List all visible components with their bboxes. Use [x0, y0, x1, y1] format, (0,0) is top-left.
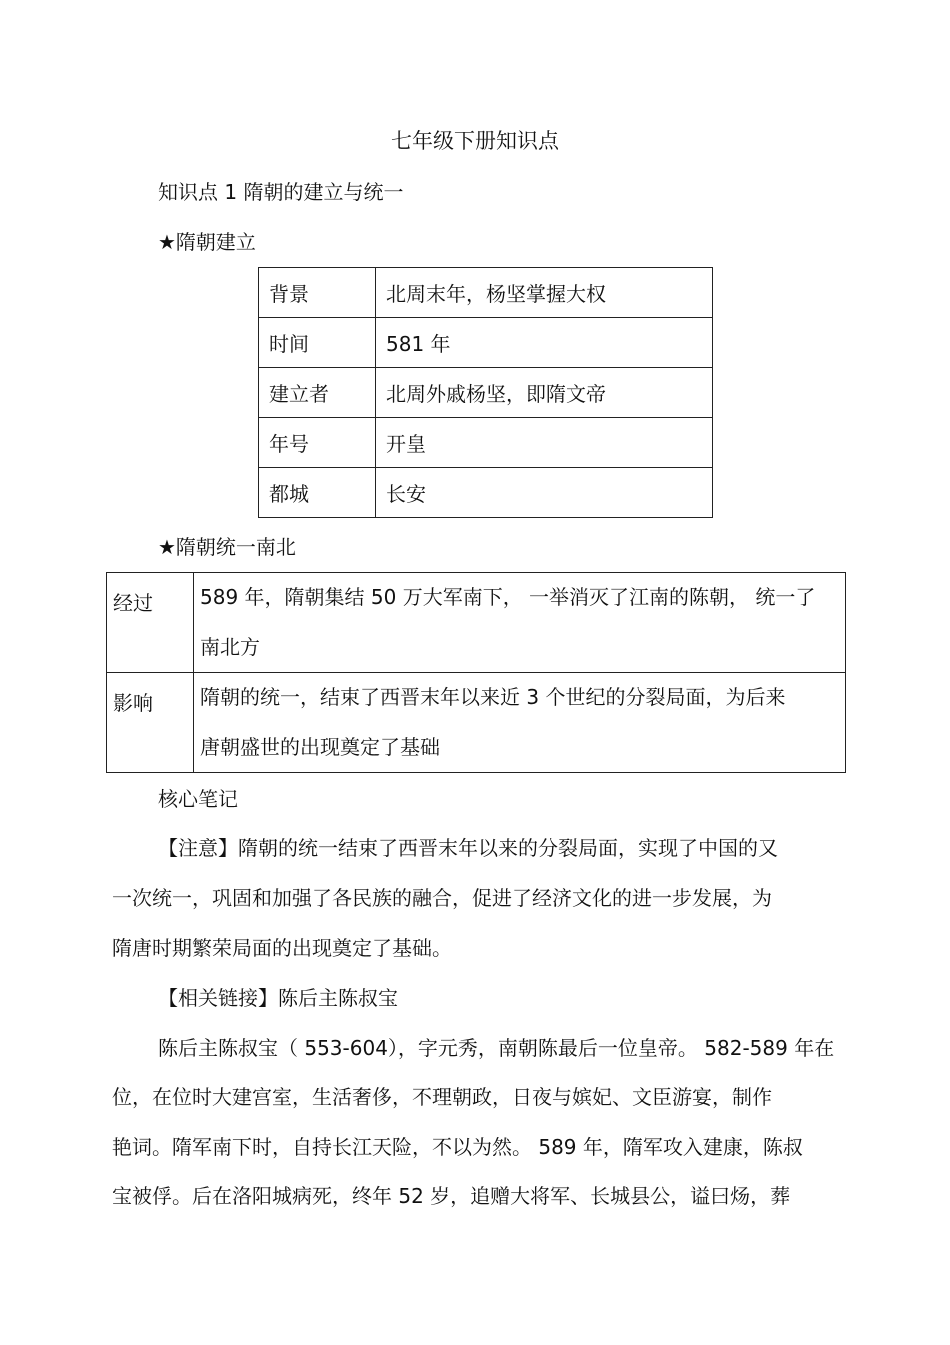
row-key: 影响: [107, 673, 194, 773]
section-heading: 知识点 1 隋朝的建立与统一: [158, 180, 404, 204]
row-key: 时间: [259, 318, 376, 368]
table-row: [107, 573, 846, 673]
value-line: 南北方: [200, 635, 260, 659]
row-value: 长安: [376, 468, 713, 518]
row-value: 北周末年，杨坚掌握大权: [376, 268, 713, 318]
value-line: 唐朝盛世的出现奠定了基础: [200, 735, 440, 759]
value-line: 589 年，隋朝集结 50 万大军南下， 一举消灭了江南的陈朝， 统一了: [200, 585, 816, 609]
table-row: [107, 673, 846, 773]
row-value: [194, 673, 846, 773]
sui-founding-table: [258, 267, 713, 518]
table-row: [259, 318, 713, 368]
note-line: 【注意】隋朝的统一结束了西晋末年以来的分裂局面，实现了中国的又: [158, 836, 778, 860]
note-line: 一次统一，巩固和加强了各民族的融合，促进了经济文化的进一步发展，为: [112, 886, 772, 910]
paragraph-line: 位，在位时大建宫室，生活奢侈，不理朝政，日夜与嫔妃、文臣游宴，制作: [112, 1085, 772, 1109]
row-key: 经过: [107, 573, 194, 673]
paragraph-line: 宝被俘。后在洛阳城病死，终年 52 岁，追赠大将军、长城县公，谥曰炀，葬: [112, 1184, 791, 1208]
row-value: 581 年: [376, 318, 713, 368]
table-row: [259, 468, 713, 518]
row-key: 都城: [259, 468, 376, 518]
row-value: 开皇: [376, 418, 713, 468]
core-notes-heading: 核心笔记: [158, 787, 238, 811]
note-line: 隋唐时期繁荣局面的出现奠定了基础。: [112, 936, 452, 960]
row-key: 建立者: [259, 368, 376, 418]
sui-unification-table: [106, 572, 846, 773]
row-key: 背景: [259, 268, 376, 318]
subheading-sui-founding: ★隋朝建立: [158, 230, 256, 254]
related-link-heading: 【相关链接】陈后主陈叔宝: [158, 986, 398, 1010]
page-title: 七年级下册知识点: [391, 129, 559, 153]
row-value: 北周外戚杨坚，即隋文帝: [376, 368, 713, 418]
table-row: [259, 368, 713, 418]
subheading-sui-unification: ★隋朝统一南北: [158, 535, 296, 559]
value-line: 隋朝的统一，结束了西晋末年以来近 3 个世纪的分裂局面，为后来: [200, 685, 786, 709]
table-row: [259, 268, 713, 318]
paragraph-line: 艳词。隋军南下时，自持长江天险，不以为然。 589 年，隋军攻入建康，陈叔: [112, 1135, 803, 1159]
row-value: [194, 573, 846, 673]
paragraph-line: 陈后主陈叔宝（ 553-604），字元秀，南朝陈最后一位皇帝。 582-589 年在: [158, 1036, 835, 1060]
row-key: 年号: [259, 418, 376, 468]
table-row: [259, 418, 713, 468]
